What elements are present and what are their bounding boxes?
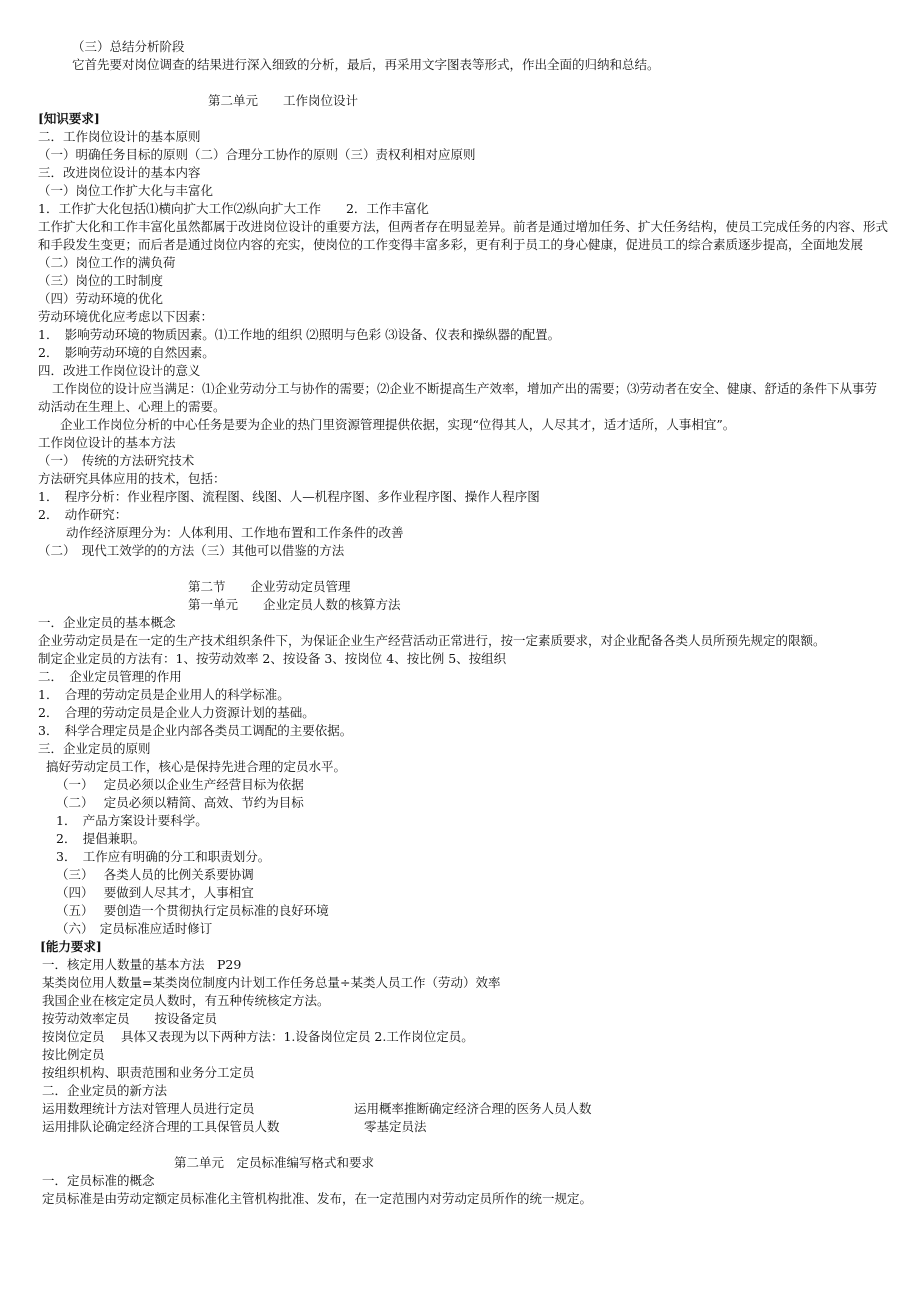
paragraph: 劳动环境优化应考虑以下因素： xyxy=(38,309,214,324)
list-item: 1． 产品方案设计要科学。 xyxy=(56,813,208,828)
list-item: 运用数理统计方法对管理人员进行定员 xyxy=(42,1101,255,1116)
list-item: （三）岗位的工时制度 xyxy=(38,273,164,288)
list-item: （二） 定员必须以精简、高效、节约为目标 xyxy=(56,795,304,810)
paragraph: 工作扩大化和工作丰富化虽然都属于改进岗位设计的重要方法，但两者存在明显差异。前者是通过增加任务、扩大任务结构，使员工完成任务的内容、形式和手段发生变更；而后者是通过岗位内容的充实，使岗位的工作变得丰富多彩，更有利于员工的身心健康，促进员工的综合素质逐步提高，全面地发展 xyxy=(38,219,889,252)
paragraph: 企业工作岗位分析的中心任务是要为企业的热门里资源管理提供依据，实现“位得其人，人尽其才，适才适所，人事相宜”。 xyxy=(60,417,736,432)
unit-title: 第二单元 工作岗位设计 xyxy=(208,93,359,108)
ability-requirements-label: [能力要求] xyxy=(40,939,102,954)
list-item: （六） 定员标准应适时修订 xyxy=(56,921,213,936)
unit-title: 第一单元 企业定员人数的核算方法 xyxy=(188,597,401,612)
list-item: 2． 动作研究： xyxy=(38,507,128,522)
paragraph: 定员标准是由劳动定额定员标准化主管机构批准、发布，在一定范围内对劳动定员所作的统一规定。 xyxy=(42,1191,593,1206)
section-heading: 二．企业定员的新方法 xyxy=(42,1083,168,1098)
list-item: 按劳动效率定员 按设备定员 xyxy=(42,1011,218,1026)
section-heading: 四．改进工作岗位设计的意义 xyxy=(38,363,201,378)
list-item: （五） 要创造一个贯彻执行定员标准的良好环境 xyxy=(56,903,329,918)
document-page xyxy=(38,38,888,1208)
section-heading: 三．改进岗位设计的基本内容 xyxy=(38,165,201,180)
list-item: （二）岗位工作的满负荷 xyxy=(38,255,176,270)
paragraph: 我国企业在核定定员人数时，有五种传统核定方法。 xyxy=(42,993,330,1008)
list-item: （一）明确任务目标的原则（二）合理分工协作的原则（三）责权利相对应原则 xyxy=(38,147,476,162)
section-heading: 工作岗位设计的基本方法 xyxy=(38,435,176,450)
list-item: （一） 定员必须以企业生产经营目标为依据 xyxy=(56,777,304,792)
formula: 某类岗位用人数量=某类岗位制度内计划工作任务总量÷某类人员工作（劳动）效率 xyxy=(42,975,501,990)
subsection-heading: （三）总结分析阶段 xyxy=(72,39,185,54)
list-item: （四）劳动环境的优化 xyxy=(38,291,164,306)
paragraph: 动作经济原理分为：人体利用、工作地布置和工作条件的改善 xyxy=(66,525,404,540)
paragraph: 企业劳动定员是在一定的生产技术组织条件下，为保证企业生产经营活动正常进行，按一定素质要求，对企业配备各类人员所预先规定的限额。 xyxy=(38,633,826,648)
list-item: 2． 提倡兼职。 xyxy=(56,831,146,846)
list-item: 2． 合理的劳动定员是企业人力资源计划的基础。 xyxy=(38,705,315,720)
paragraph: 它首先要对岗位调查的结果进行深入细致的分析，最后，再采用文字图表等形式，作出全面的归纳和总结。 xyxy=(72,57,660,72)
list-item: 按比例定员 xyxy=(42,1047,105,1062)
list-item: （三） 各类人员的比例关系要协调 xyxy=(56,867,254,882)
paragraph: 工作岗位的设计应当满足：⑴企业劳动分工与协作的需要；⑵企业不断提高生产效率，增加产出的需要；⑶劳动者在安全、健康、舒适的条件下从事劳动活动在生理上、心理上的需要。 xyxy=(38,381,878,414)
list-row xyxy=(38,1118,888,1136)
list-item: 运用概率推断确定经济合理的医务人员人数 xyxy=(354,1101,592,1116)
section-heading: 三．企业定员的原则 xyxy=(38,741,151,756)
list-item: 运用排队论确定经济合理的工具保管员人数 xyxy=(42,1119,280,1134)
section-heading: 二．工作岗位设计的基本原则 xyxy=(38,129,201,144)
section-heading: 二． 企业定员管理的作用 xyxy=(38,669,182,684)
list-item: 3． 科学合理定员是企业内部各类员工调配的主要依据。 xyxy=(38,723,353,738)
section-heading: 一．定员标准的概念 xyxy=(42,1173,155,1188)
knowledge-requirements-label: [知识要求] xyxy=(38,111,100,126)
list-item: （一）岗位工作扩大化与丰富化 xyxy=(38,183,214,198)
section-title: 第二节 企业劳动定员管理 xyxy=(188,579,351,594)
list-item: （四） 要做到人尽其才，人事相宜 xyxy=(56,885,254,900)
list-item: 按组织机构、职责范围和业务分工定员 xyxy=(42,1065,255,1080)
section-heading: 一．企业定员的基本概念 xyxy=(38,615,176,630)
list-item: 1．工作扩大化包括⑴横向扩大工作⑵纵向扩大工作 2．工作丰富化 xyxy=(38,201,429,216)
list-item: 1． 程序分析：作业程序图、流程图、线图、人—机程序图、多作业程序图、操作人程序图 xyxy=(38,489,540,504)
paragraph: 制定企业定员的方法有：1、按劳动效率 2、按设备 3、按岗位 4、按比例 5、按组织 xyxy=(38,651,507,666)
list-item: 1． 合理的劳动定员是企业用人的科学标准。 xyxy=(38,687,290,702)
list-item: 2． 影响劳动环境的自然因素。 xyxy=(38,345,215,360)
list-item: 3． 工作应有明确的分工和职责划分。 xyxy=(56,849,271,864)
list-item: （一） 传统的方法研究技术 xyxy=(38,453,195,468)
list-item: 1． 影响劳动环境的物质因素。⑴工作地的组织 ⑵照明与色彩 ⑶设备、仪表和操纵器的配置。 xyxy=(38,327,561,342)
paragraph: 搞好劳动定员工作，核心是保持先进合理的定员水平。 xyxy=(46,759,347,774)
unit-title: 第二单元 定员标准编写格式和要求 xyxy=(174,1155,375,1170)
list-item: （二） 现代工效学的的方法（三）其他可以借鉴的方法 xyxy=(38,543,345,558)
paragraph: 方法研究具体应用的技术，包括： xyxy=(38,471,226,486)
list-item: 零基定员法 xyxy=(364,1119,427,1134)
section-heading: 一．核定用人数量的基本方法 P29 xyxy=(42,957,242,972)
list-item: 按岗位定员 具体又表现为以下两种方法：1.设备岗位定员 2.工作岗位定员。 xyxy=(42,1029,474,1044)
list-row xyxy=(38,1100,888,1118)
